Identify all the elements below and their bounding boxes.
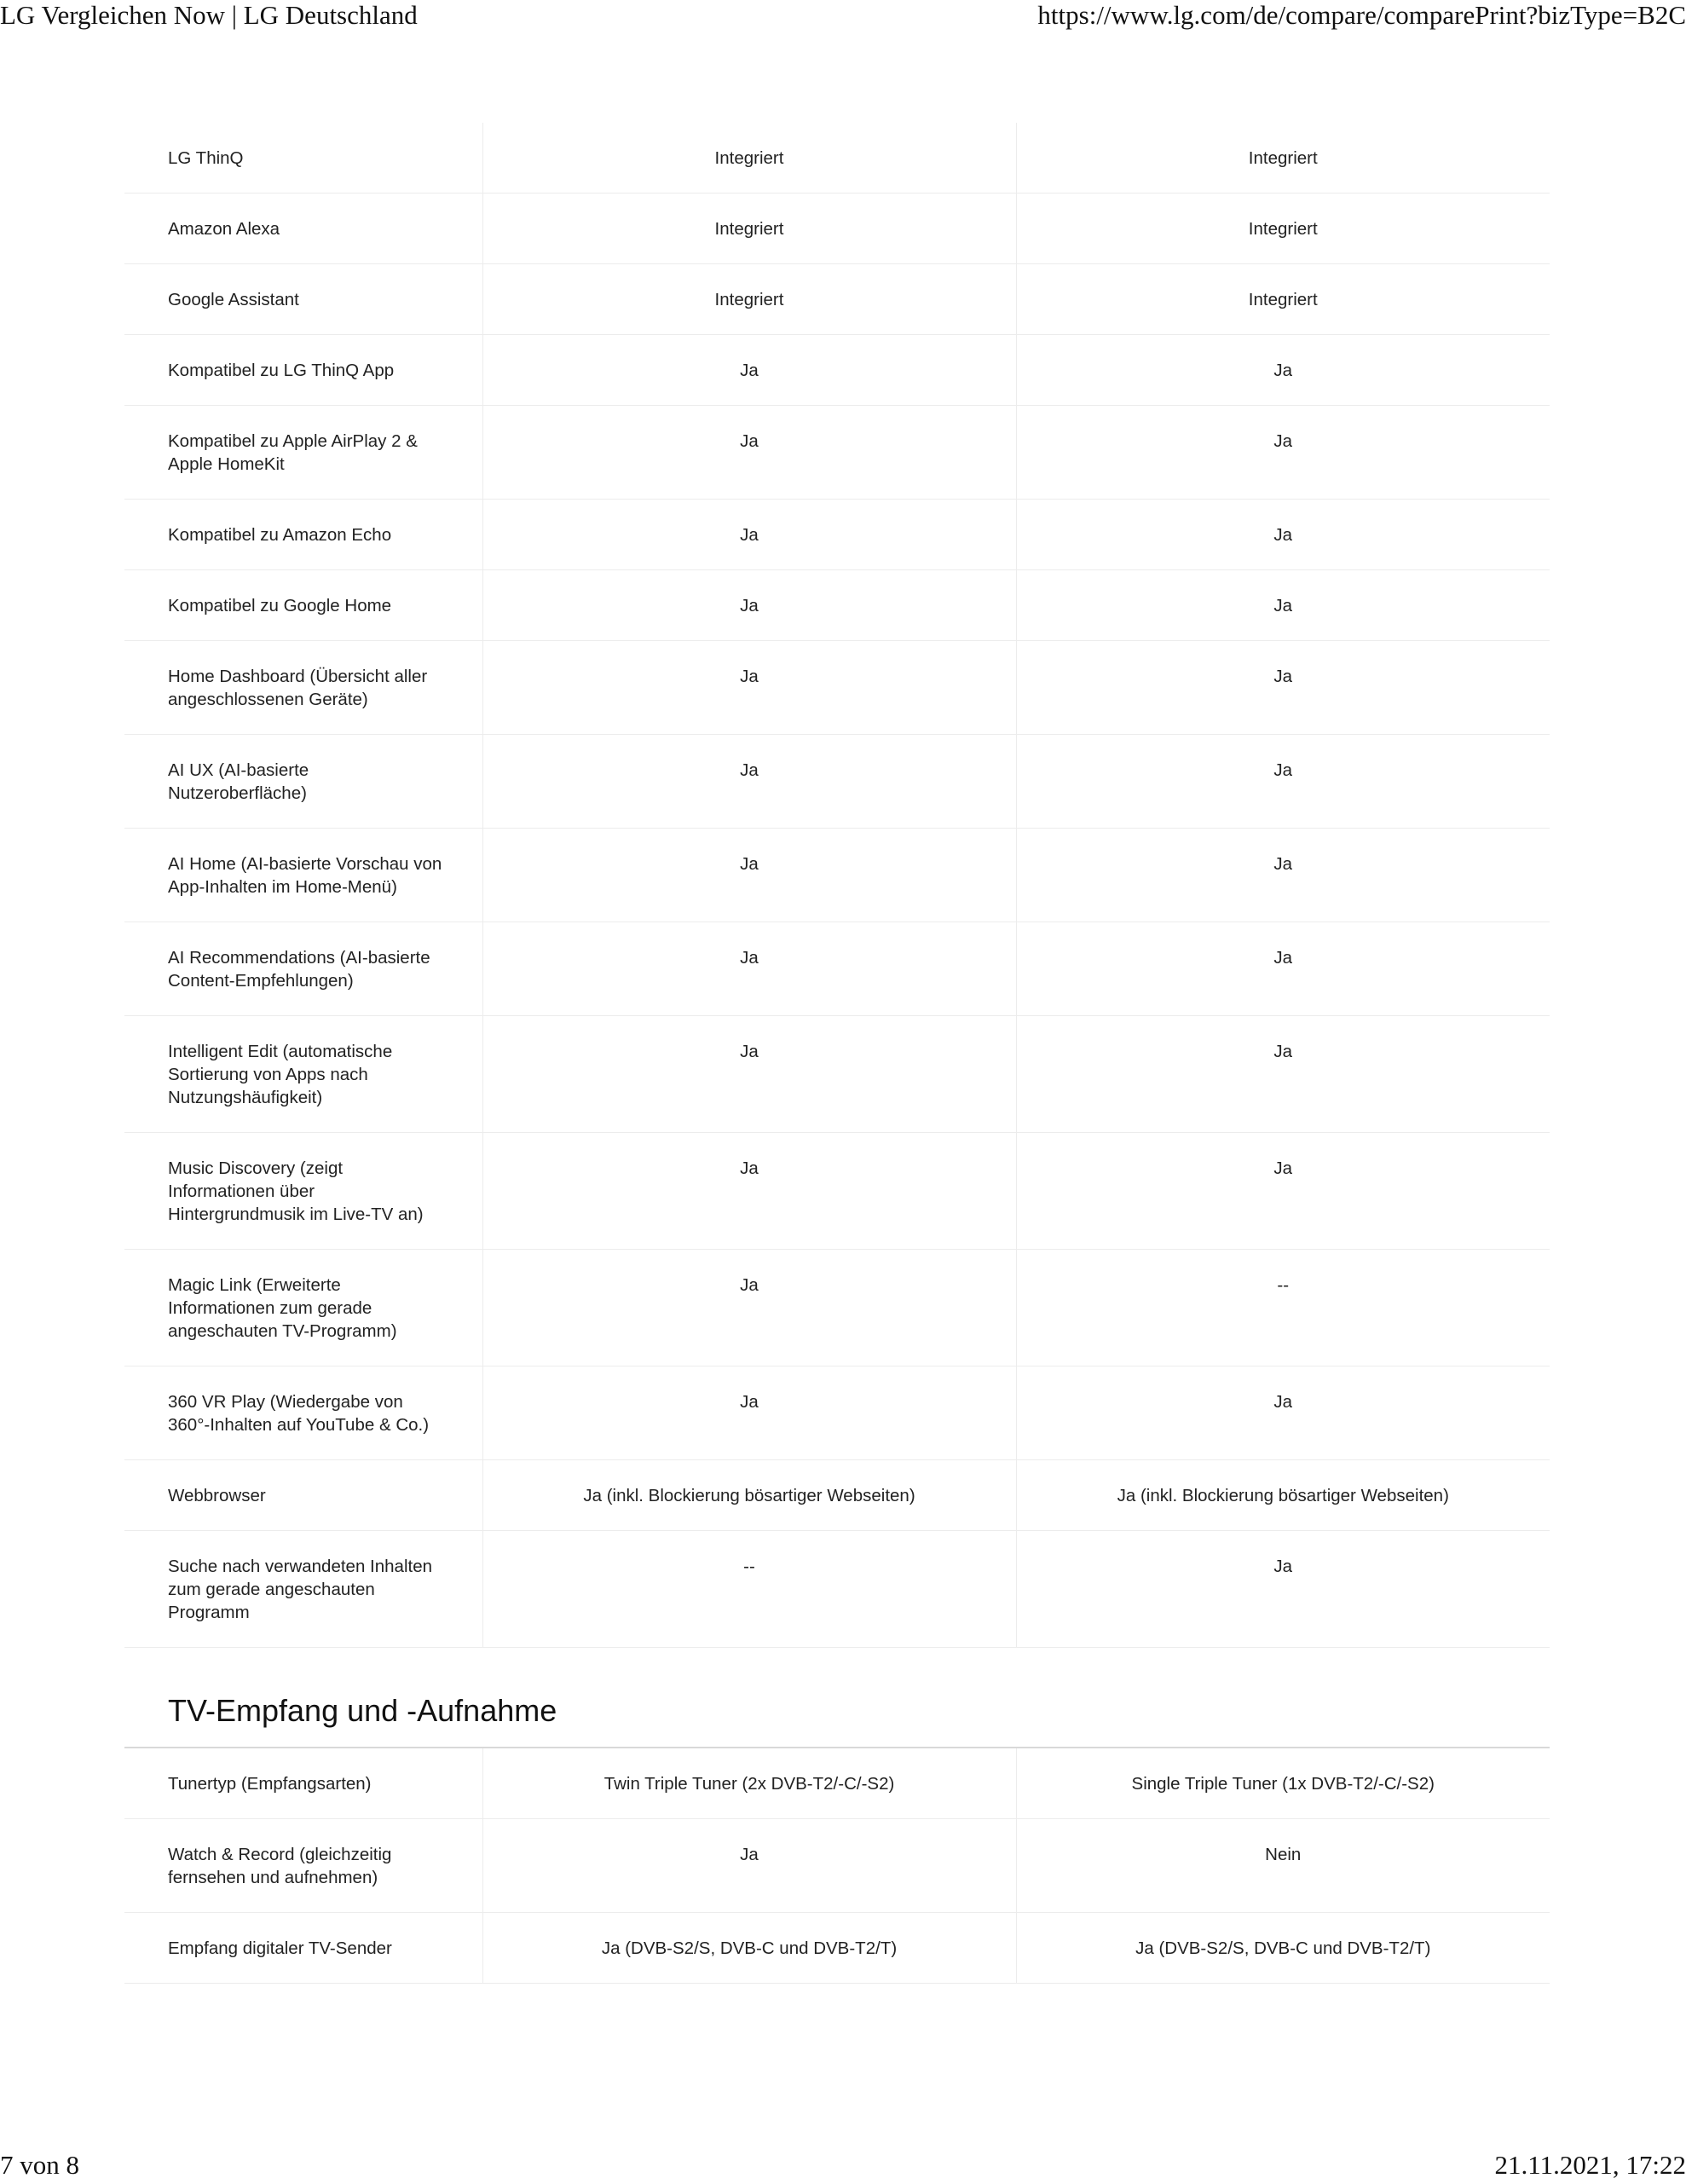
- spec-value-product-2: Ja: [1016, 570, 1550, 641]
- table-row: [124, 1133, 1550, 1250]
- spec-label: Empfang digitaler TV-Sender: [124, 1913, 482, 1984]
- spec-value-product-2: Ja: [1016, 1016, 1550, 1133]
- spec-value-product-1: Ja: [482, 641, 1016, 735]
- spec-label: Intelligent Edit (automatische Sortierung von Apps nach Nutzungshäufigkeit): [124, 1016, 482, 1133]
- spec-value-product-1: Ja: [482, 1133, 1016, 1250]
- table-row: [124, 1250, 1550, 1366]
- compare-content: [124, 123, 1550, 1984]
- table-row: [124, 1366, 1550, 1460]
- spec-value-product-2: Ja: [1016, 922, 1550, 1016]
- page-number: 7 von 8: [0, 2150, 79, 2180]
- table-row: [124, 829, 1550, 922]
- spec-value-product-2: Integriert: [1016, 123, 1550, 194]
- spec-value-product-1: Ja: [482, 500, 1016, 570]
- spec-value-product-1: Ja: [482, 829, 1016, 922]
- spec-value-product-1: Ja (inkl. Blockierung bösartiger Webseiten): [482, 1460, 1016, 1531]
- spec-value-product-1: Ja: [482, 335, 1016, 406]
- spec-label: Kompatibel zu Apple AirPlay 2 & Apple HomeKit: [124, 406, 482, 500]
- spec-value-product-2: Nein: [1016, 1819, 1550, 1913]
- spec-label: Amazon Alexa: [124, 194, 482, 264]
- table-row: [124, 1531, 1550, 1648]
- table-row: [124, 1748, 1550, 1819]
- table-row: [124, 1460, 1550, 1531]
- spec-label: AI Recommendations (AI-basierte Content-Empfehlungen): [124, 922, 482, 1016]
- spec-label: AI UX (AI-basierte Nutzeroberfläche): [124, 735, 482, 829]
- spec-label: Watch & Record (gleichzeitig fernsehen und aufnehmen): [124, 1819, 482, 1913]
- table-row: [124, 1913, 1550, 1984]
- table-row: [124, 406, 1550, 500]
- spec-value-product-1: Integriert: [482, 264, 1016, 335]
- spec-value-product-1: --: [482, 1531, 1016, 1648]
- spec-value-product-2: Ja: [1016, 735, 1550, 829]
- spec-label: Suche nach verwandeten Inhalten zum gerade angeschauten Programm: [124, 1531, 482, 1648]
- spec-label: Home Dashboard (Übersicht aller angeschlossenen Geräte): [124, 641, 482, 735]
- spec-value-product-1: Ja: [482, 922, 1016, 1016]
- spec-label: Webbrowser: [124, 1460, 482, 1531]
- table-row: [124, 641, 1550, 735]
- spec-label: Google Assistant: [124, 264, 482, 335]
- spec-value-product-1: Ja: [482, 570, 1016, 641]
- spec-value-product-1: Ja: [482, 1016, 1016, 1133]
- table-row: [124, 735, 1550, 829]
- spec-label: Kompatibel zu Amazon Echo: [124, 500, 482, 570]
- table-row: [124, 335, 1550, 406]
- table-row: [124, 194, 1550, 264]
- spec-value-product-1: Ja: [482, 406, 1016, 500]
- spec-value-product-1: Ja: [482, 735, 1016, 829]
- table-row: [124, 500, 1550, 570]
- spec-value-product-2: Ja: [1016, 1133, 1550, 1250]
- spec-value-product-2: Ja (DVB-S2/S, DVB-C und DVB-T2/T): [1016, 1913, 1550, 1984]
- spec-label: LG ThinQ: [124, 123, 482, 194]
- table-row: [124, 1016, 1550, 1133]
- print-footer: [0, 2150, 1686, 2184]
- spec-value-product-2: Ja: [1016, 1366, 1550, 1460]
- spec-value-product-2: Integriert: [1016, 264, 1550, 335]
- spec-value-product-2: Ja: [1016, 406, 1550, 500]
- spec-value-product-2: Ja: [1016, 335, 1550, 406]
- spec-value-product-2: Integriert: [1016, 194, 1550, 264]
- spec-value-product-2: Ja: [1016, 1531, 1550, 1648]
- section-title-tv-reception: TV-Empfang und -Aufnahme: [124, 1648, 1550, 1748]
- spec-value-product-1: Twin Triple Tuner (2x DVB-T2/-C/-S2): [482, 1748, 1016, 1819]
- page-title: LG Vergleichen Now | LG Deutschland: [0, 0, 418, 30]
- spec-value-product-1: Integriert: [482, 123, 1016, 194]
- table-row: [124, 264, 1550, 335]
- spec-value-product-2: Ja: [1016, 641, 1550, 735]
- spec-label: Magic Link (Erweiterte Informationen zum gerade angeschauten TV-Programm): [124, 1250, 482, 1366]
- table-row: [124, 1819, 1550, 1913]
- spec-value-product-1: Ja (DVB-S2/S, DVB-C und DVB-T2/T): [482, 1913, 1016, 1984]
- table-row: [124, 922, 1550, 1016]
- table-row: [124, 123, 1550, 194]
- spec-label: AI Home (AI-basierte Vorschau von App-Inhalten im Home-Menü): [124, 829, 482, 922]
- spec-label: Tunertyp (Empfangsarten): [124, 1748, 482, 1819]
- print-datetime: 21.11.2021, 17:22: [1494, 2150, 1686, 2180]
- page-url: https://www.lg.com/de/compare/comparePrint?bizType=B2C: [1037, 0, 1686, 30]
- spec-value-product-1: Ja: [482, 1819, 1016, 1913]
- spec-value-product-1: Ja: [482, 1366, 1016, 1460]
- table-row: [124, 570, 1550, 641]
- spec-value-product-2: --: [1016, 1250, 1550, 1366]
- spec-value-product-1: Ja: [482, 1250, 1016, 1366]
- spec-value-product-1: Integriert: [482, 194, 1016, 264]
- spec-label: 360 VR Play (Wiedergabe von 360°-Inhalten auf YouTube & Co.): [124, 1366, 482, 1460]
- spec-label: Kompatibel zu Google Home: [124, 570, 482, 641]
- spec-value-product-2: Single Triple Tuner (1x DVB-T2/-C/-S2): [1016, 1748, 1550, 1819]
- print-header: [0, 0, 1686, 34]
- spec-value-product-2: Ja: [1016, 829, 1550, 922]
- spec-value-product-2: Ja (inkl. Blockierung bösartiger Webseiten): [1016, 1460, 1550, 1531]
- spec-label: Kompatibel zu LG ThinQ App: [124, 335, 482, 406]
- smart-features-table: [124, 123, 1550, 1648]
- spec-label: Music Discovery (zeigt Informationen über Hintergrundmusik im Live-TV an): [124, 1133, 482, 1250]
- spec-value-product-2: Ja: [1016, 500, 1550, 570]
- tv-reception-table: [124, 1748, 1550, 1984]
